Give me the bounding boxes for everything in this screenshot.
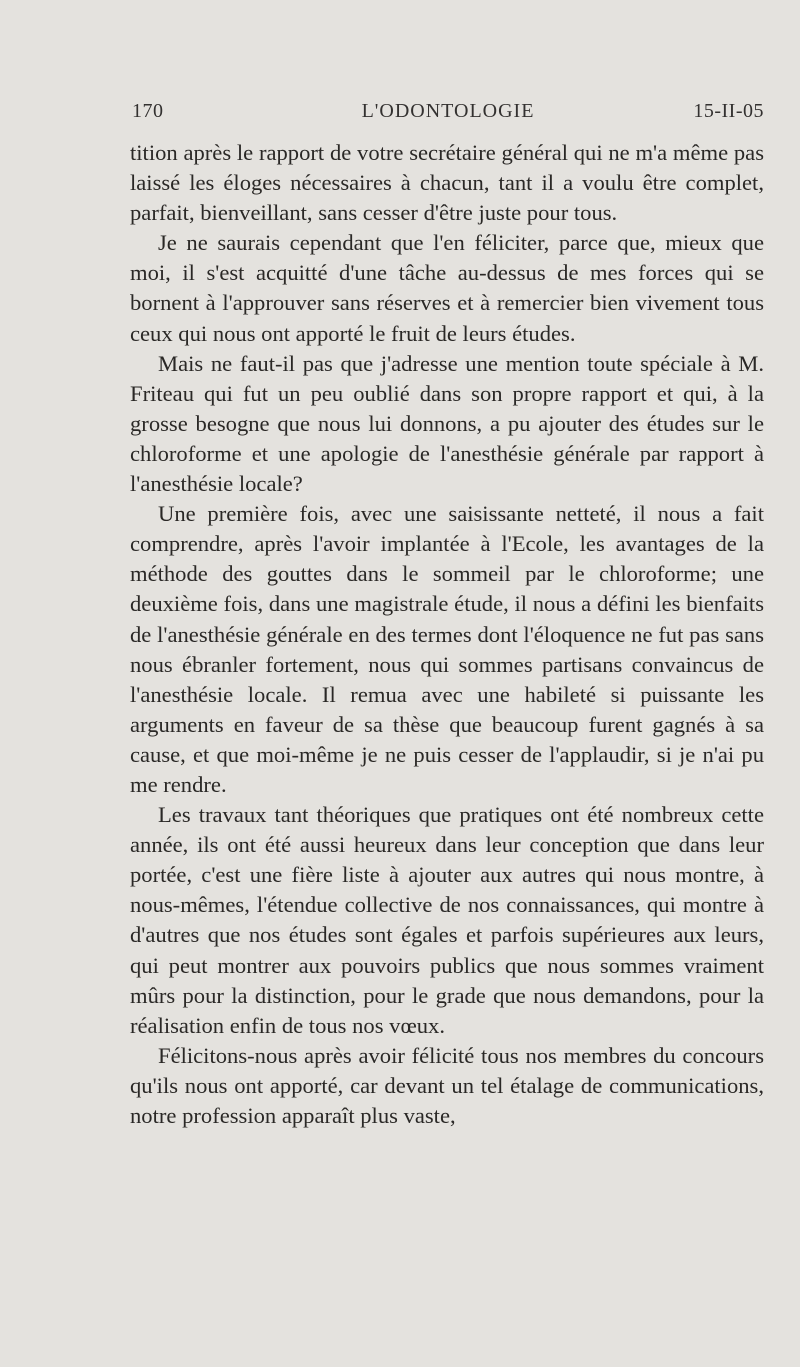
page-number: 170 xyxy=(132,100,164,122)
paragraph-continuation: tition après le rapport de votre secrétaire général qui ne m'a même pas laissé les éloges nécessaires à chacun, tant il a voulu être complet, parfait, bienveillant, sans cesser d'être juste pour tous. xyxy=(130,140,764,226)
paragraph: Une première fois, avec une saisissante netteté, il nous a fait comprendre, après l'avoir implantée à l'Ecole, les avantages de la méthode des gouttes dans le sommeil par le chloroforme; une deuxième fois, dans une magistrale étude, il nous a défini les bienfaits de l'anesthésie générale en des termes dont l'éloquence ne fut pas sans nous ébranler fortement, nous qui sommes partisans convaincus de l'anesthésie locale. Il remua avec une habileté si puissante les arguments en faveur de sa thèse que beaucoup furent gagnés à sa cause, et que moi-même je ne puis cesser de l'applaudir, si je n'ai pu me rendre. xyxy=(130,501,764,797)
paragraph: Les travaux tant théoriques que pratiques ont été nombreux cette année, ils ont été aussi heureux dans leur conception que dans leur portée, c'est une fière liste à ajouter aux autres qui nous montre, à nous-mêmes, l'étendue collective de nos connaissances, qui montre à d'autres que nos études sont égales et parfois supérieures aux leurs, qui peut montrer aux pouvoirs publics que nous sommes vraiment mûrs pour la distinction, pour le grade que nous demandons, pour la réalisation enfin de tous nos vœux. xyxy=(130,802,764,1038)
running-header xyxy=(132,100,764,130)
issue-date: 15-II-05 xyxy=(693,100,764,122)
body-text xyxy=(130,138,764,1131)
journal-title: L'ODONTOLOGIE xyxy=(361,100,535,122)
paragraph: Mais ne faut-il pas que j'adresse une mention toute spéciale à M. Friteau qui fut un peu oublié dans son propre rapport et qui, à la grosse besogne que nous lui donnons, a pu ajouter des études sur le chloroforme et une apologie de l'anesthésie générale par rapport à l'anesthésie locale? xyxy=(130,350,764,497)
paragraph: Je ne saurais cependant que l'en féliciter, parce que, mieux que moi, il s'est acquitté d'une tâche au-dessus de mes forces qui se bornent à l'approuver sans réserves et à remercier bien vivement tous ceux qui nous ont apporté le fruit de leurs études. xyxy=(130,230,764,346)
paragraph: Félicitons-nous après avoir félicité tous nos membres du concours qu'ils nous ont apporté, car devant un tel étalage de communications, notre profession apparaît plus vaste, xyxy=(130,1042,764,1128)
